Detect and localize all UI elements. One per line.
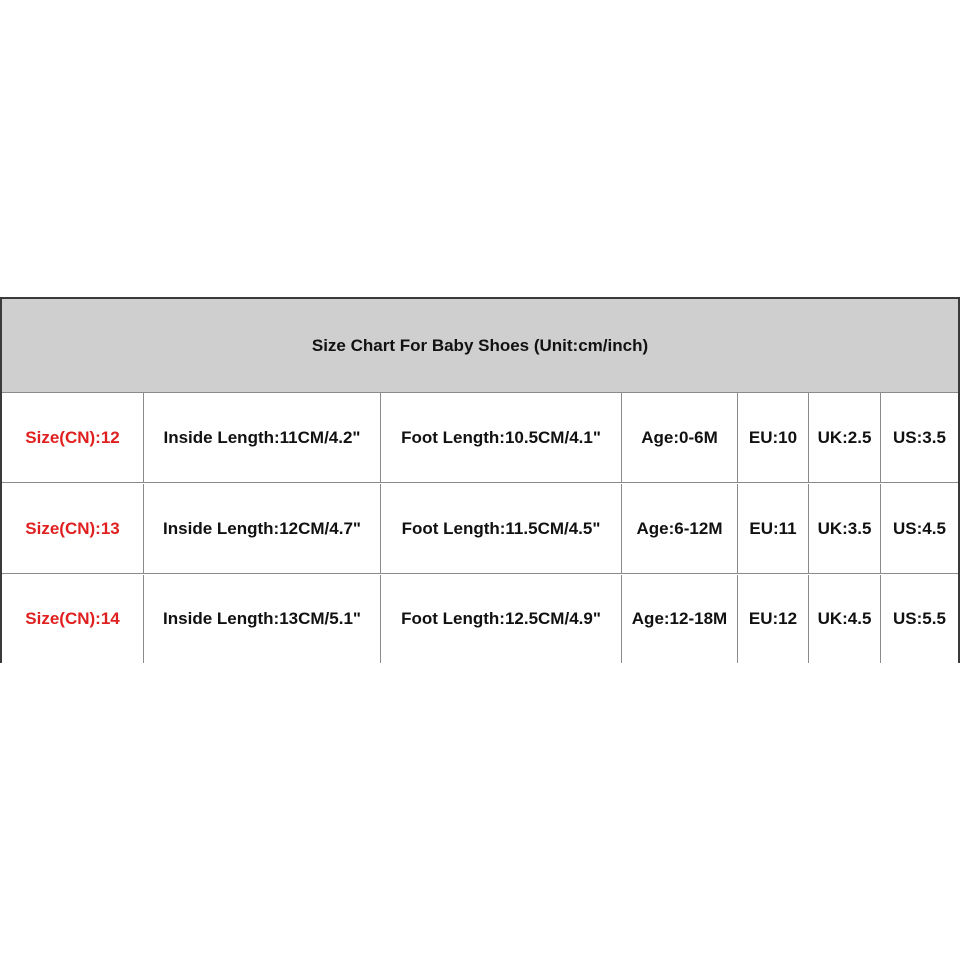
size-cn-cell: Size(CN):12 [2,393,144,482]
table-row [2,575,958,663]
table-row [2,393,958,483]
inside-length-cell: Inside Length:12CM/4.7" [144,484,381,573]
foot-length-cell: Foot Length:11.5CM/4.5" [381,484,622,573]
uk-size-cell: UK:3.5 [809,484,881,573]
age-cell: Age:12-18M [622,575,738,663]
us-size-cell: US:5.5 [893,609,946,628]
table-title: Size Chart For Baby Shoes (Unit:cm/inch) [311,335,649,355]
table-row [2,484,958,574]
uk-size-cell: UK:2.5 [809,393,881,482]
foot-length-cell: Foot Length:12.5CM/4.9" [381,575,622,663]
age-cell: Age:0-6M [622,393,738,482]
eu-size-cell: EU:12 [738,575,809,663]
age-cell: Age:6-12M [622,484,738,573]
eu-size-cell: EU:11 [738,484,809,573]
foot-length-cell: Foot Length:10.5CM/4.1" [381,393,622,482]
us-size-cell: US:3.5 [893,427,946,447]
eu-size-cell: EU:10 [738,393,809,482]
us-size-cell: US:4.5 [893,518,946,538]
size-cn-cell: Size(CN):14 [2,575,144,663]
table-header [2,299,958,393]
inside-length-cell: Inside Length:11CM/4.2" [144,393,381,482]
uk-size-cell: UK:4.5 [809,575,881,663]
size-cn-cell: Size(CN):13 [2,484,144,573]
size-chart-table [0,297,960,663]
inside-length-cell: Inside Length:13CM/5.1" [144,575,381,663]
